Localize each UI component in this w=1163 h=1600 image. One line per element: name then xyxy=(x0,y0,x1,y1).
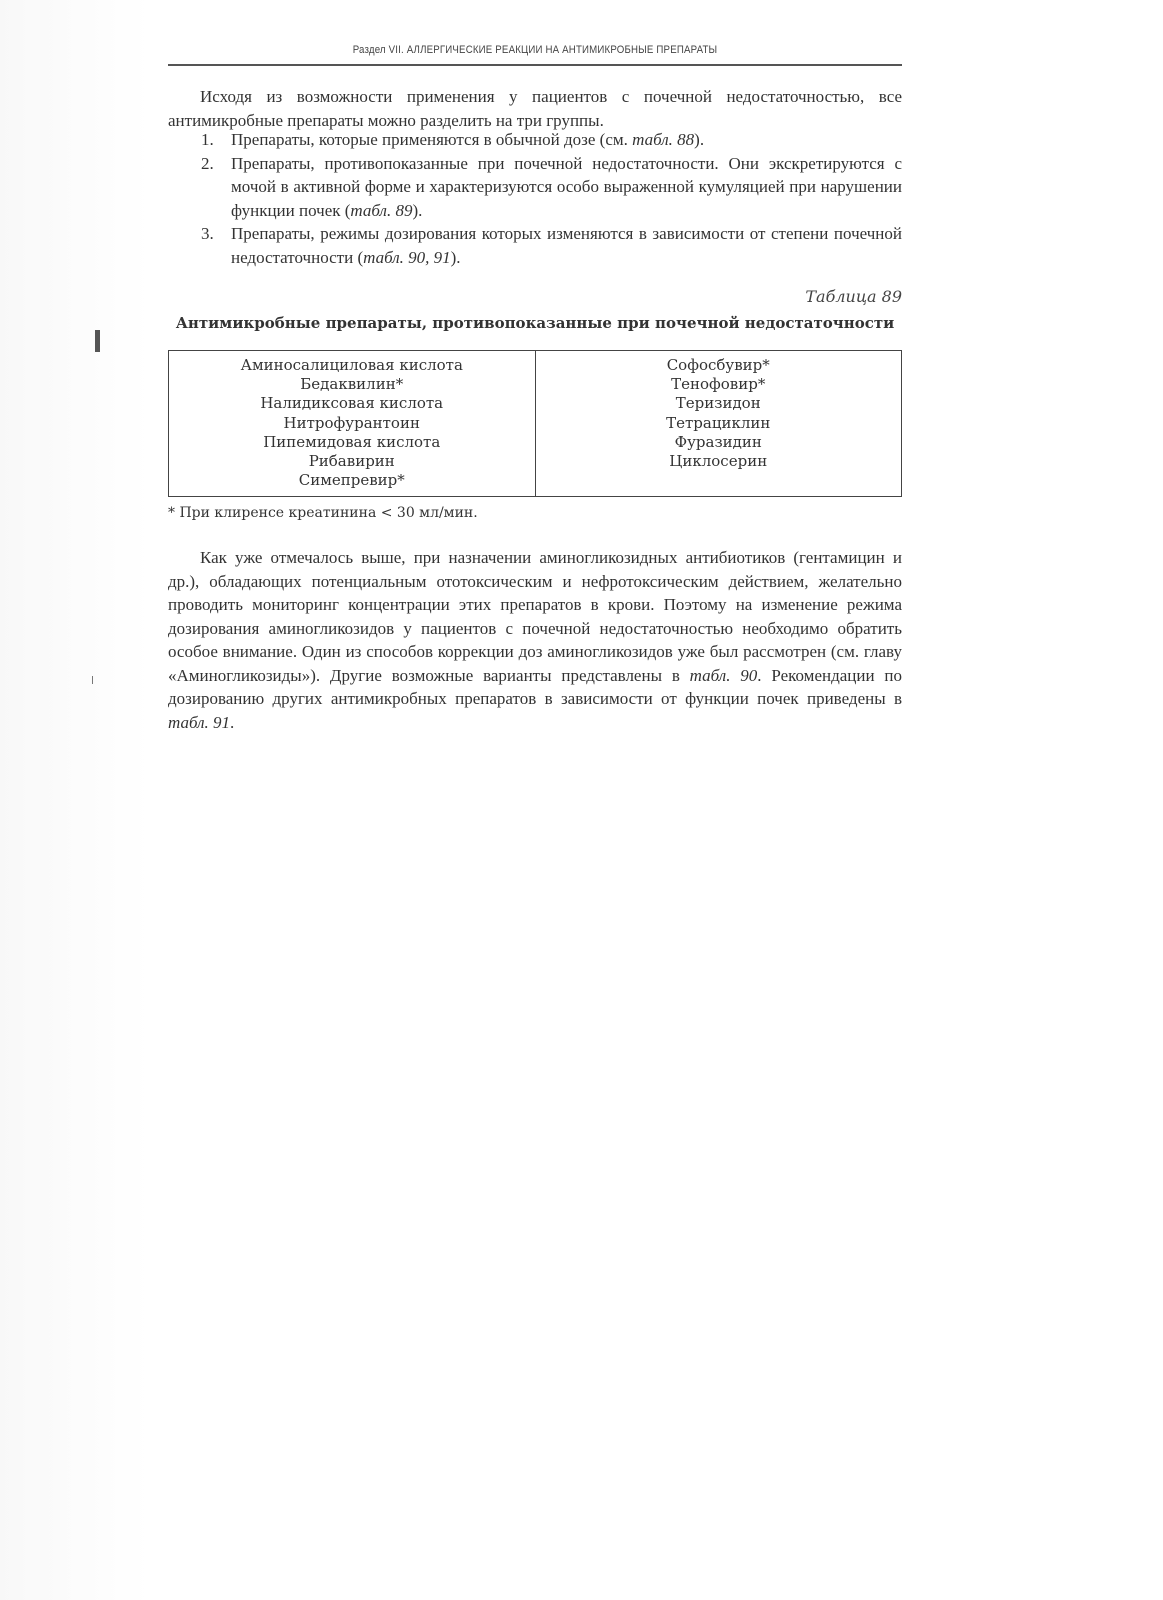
drug-name: Пипемидовая кислота xyxy=(263,432,441,451)
table-reference: табл. 90, 91 xyxy=(363,247,451,267)
group-text: Препараты, противопоказанные при почечной недостаточности. Они экскретируются с мочой в активной форме и характеризуются особо выраженной кумуляцией при нарушении функции почек ( xyxy=(231,153,902,220)
margin-mark xyxy=(95,330,100,352)
drug-name: Тетрациклин xyxy=(666,413,771,432)
table-title: Антимикробные препараты, противопоказанные при почечной недостаточности xyxy=(175,314,895,332)
drug-table xyxy=(168,350,902,497)
header-rule xyxy=(168,64,902,66)
drug-column-right xyxy=(535,351,902,496)
drug-name: Бедаквилин* xyxy=(300,375,404,394)
group-text-tail: ). xyxy=(450,247,461,267)
group-text-tail: ). xyxy=(694,130,705,149)
table-reference: табл. 89 xyxy=(350,200,413,220)
margin-tick xyxy=(92,676,93,684)
groups-list xyxy=(168,128,902,269)
intro-paragraph: Исходя из возможности применения у пациентов с почечной недостаточностью, все антимикробные препараты можно разделить на три группы. xyxy=(168,87,902,130)
group-number: 1. xyxy=(201,130,214,149)
group-number: 2. xyxy=(201,153,214,173)
drug-name: Симепревир* xyxy=(298,471,405,490)
running-header: Раздел VII. АЛЛЕРГИЧЕСКИЕ РЕАКЦИИ НА АНТИМИКРОБНЫЕ ПРЕПАРАТЫ xyxy=(352,44,718,56)
table-reference: табл. 90 xyxy=(689,665,758,685)
group-text: Препараты, режимы дозирования которых изменяются в зависимости от степени почечной недостаточности ( xyxy=(231,224,902,267)
drug-name: Аминосалициловая кислота xyxy=(240,356,463,374)
group-item xyxy=(168,128,902,152)
drug-name: Тенофовир* xyxy=(671,375,766,394)
table-label: Таблица 89 xyxy=(805,287,902,306)
drug-name: Теризидон xyxy=(675,394,761,413)
scan-edge-shadow xyxy=(0,0,150,1600)
drug-name: Рибавирин xyxy=(308,452,395,471)
drug-column-left xyxy=(169,351,535,496)
drug-name: Софосбувир* xyxy=(666,356,770,374)
group-item xyxy=(168,152,902,223)
table-footnote: * При клиренсе креатинина < 30 мл/мин. xyxy=(168,505,478,521)
paragraph-text: . xyxy=(230,712,235,732)
table-reference: табл. 91 xyxy=(168,712,231,732)
group-text: Препараты, которые применяются в обычной дозе (см. xyxy=(231,130,633,149)
drug-name: Фуразидин xyxy=(674,432,762,451)
paragraph-text: . Рекомендации по дозированию других антимикробных препаратов в зависимости от функции почек приведены в xyxy=(168,665,902,708)
drug-name: Налидиксовая кислота xyxy=(260,394,444,413)
body-paragraph xyxy=(168,546,902,734)
drug-name: Циклосерин xyxy=(669,452,768,471)
paragraph-text: Как уже отмечалось выше, при назначении аминогликозидных антибиотиков (гентамицин и др.), обладающих потенциальным ототоксическим и нефротоксическим действием, желательно проводить мониторинг концентрации этих препаратов в крови. Поэтому на изменение режима дозирования аминогликозидов у пациентов с почечной недостаточностью необходимо обратить особое внимание. Один из способов коррекции доз аминогликозидов уже был рассмотрен (см. главу «Аминогликозиды»). Другие возможные варианты представлены в xyxy=(168,548,902,685)
group-text-tail: ). xyxy=(412,200,423,220)
group-item xyxy=(168,222,902,269)
drug-name: Нитрофурантоин xyxy=(283,413,420,432)
table-reference: табл. 88 xyxy=(632,130,695,149)
group-number: 3. xyxy=(201,224,214,243)
